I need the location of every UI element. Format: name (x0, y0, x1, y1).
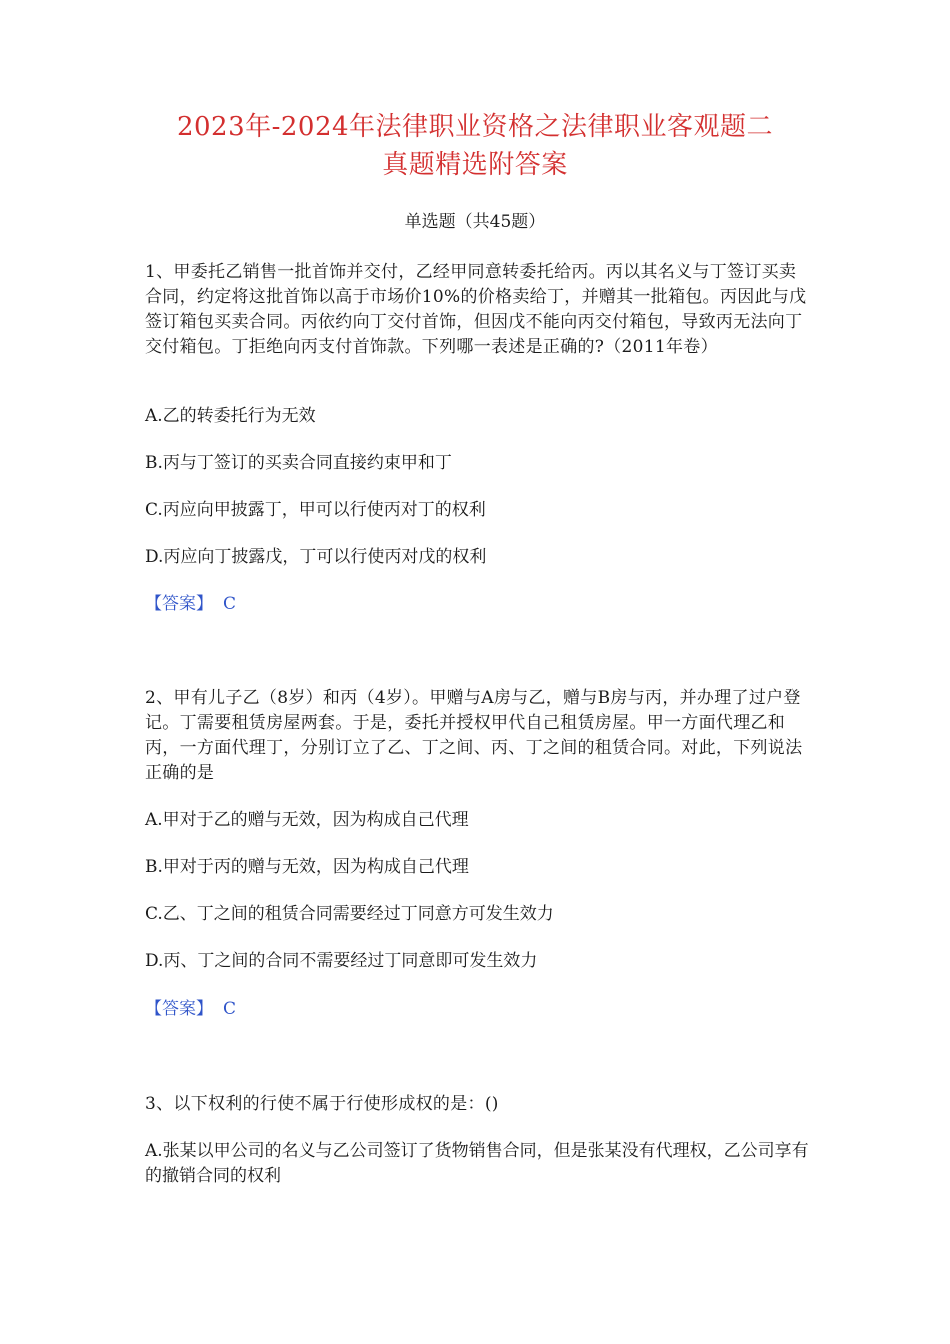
section-heading: 单选题（共45题） (404, 212, 546, 232)
question-2-option-d: D.丙、丁之间的合同不需要经过丁同意即可发生效力 (145, 951, 538, 971)
answer-value: C (223, 594, 237, 614)
question-1-option-c: C.丙应向甲披露丁，甲可以行使丙对丁的权利 (145, 500, 486, 520)
question-1-option-b: B.丙与丁签订的买卖合同直接约束甲和丁 (145, 453, 452, 473)
title-line-1: 2023年-2024年法律职业资格之法律职业客观题二 (176, 112, 774, 142)
question-2-option-b: B.甲对于丙的赠与无效，因为构成自己代理 (145, 857, 469, 877)
question-2-option-c: C.乙、丁之间的租赁合同需要经过丁同意方可发生效力 (145, 904, 554, 924)
question-1-stem: 1、甲委托乙销售一批首饰并交付，乙经甲同意转委托给丙。丙以其名义与丁签订买卖合同，约定将这批首饰以高于市场价10%的价格卖给丁，并赠其一批箱包。丙因此与戊签订箱包买卖合同。丙依约向丁交付首饰，但因戊不能向丙交付箱包，导致丙无法向丁交付箱包。丁拒绝向丙支付首饰款。下列哪一表述是正确的?（2011年卷） (145, 262, 807, 357)
question-2-option-a: A.甲对于乙的赠与无效，因为构成自己代理 (145, 810, 469, 830)
question-3-option-a: A.张某以甲公司的名义与乙公司签订了货物销售合同，但是张某没有代理权，乙公司享有的撤销合同的权利 (145, 1141, 809, 1186)
question-1-answer (145, 592, 236, 617)
answer-label: 【答案】 (145, 999, 213, 1019)
question-1-option-a: A.乙的转委托行为无效 (145, 406, 316, 426)
question-2-stem: 2、甲有儿子乙（8岁）和丙（4岁）。甲赠与A房与乙，赠与B房与丙，并办理了过户登记。丁需要租赁房屋两套。于是，委托并授权甲代自己租赁房屋。甲一方面代理乙和丙，一方面代理丁，分别订立了乙、丁之间、丙、丁之间的租赁合同。对此，下列说法正确的是 (145, 688, 803, 783)
title-line-2: 真题精选附答案 (382, 150, 568, 180)
answer-value: C (223, 999, 237, 1019)
question-3-stem: 3、以下权利的行使不属于行使形成权的是：() (145, 1094, 499, 1114)
answer-label: 【答案】 (145, 594, 213, 614)
question-2-answer (145, 997, 236, 1022)
question-1-option-d: D.丙应向丁披露戊，丁可以行使丙对戊的权利 (145, 547, 487, 567)
document-title (100, 108, 850, 184)
